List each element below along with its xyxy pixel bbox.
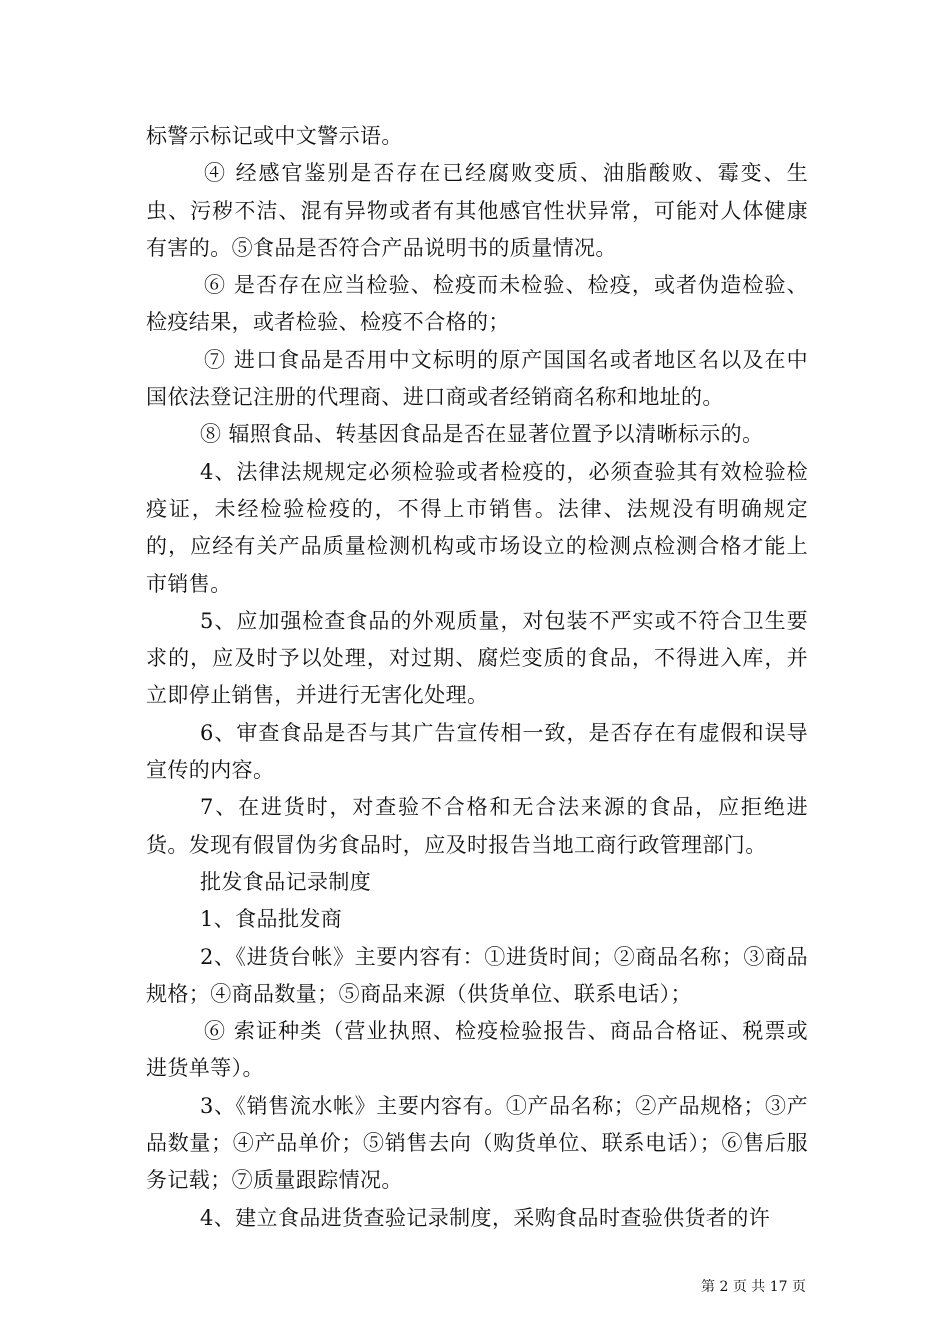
paragraph-13: ⑥ 索证种类（营业执照、检疫检验报告、商品合格证、税票或进货单等）。	[146, 1019, 808, 1081]
paragraph-3: ⑥ 是否存在应当检验、检疫而未检验、检疫，或者伪造检验、检疫结果，或者检验、检疫不合格的；	[146, 273, 808, 335]
paragraph-6: 4、法律法规规定必须检验或者检疫的，必须查验其有效检验检疫证，未经检验检疫的，不得上市销售。法律、法规没有明确规定的，应经有关产品质量检测机构或市场设立的检测点检测合格才能上市销售。	[146, 459, 808, 596]
section-heading: 批发食品记录制度	[200, 869, 372, 894]
paragraph-9: 7、在进货时，对查验不合格和无合法来源的食品，应拒绝进货。发现有假冒伪劣食品时，应及时报告当地工商行政管理部门。	[146, 795, 808, 857]
paragraph-12: 2、《进货台帐》主要内容有：①进货时间；②商品名称；③商品规格；④商品数量；⑤商品来源（供货单位、联系电话）；	[146, 944, 808, 1006]
paragraph-14: 3、《销售流水帐》主要内容有。①产品名称；②产品规格；③产品数量；④产品单价；⑤销售去向（购货单位、联系电话）；⑥售后服务记载；⑦质量跟踪情况。	[146, 1093, 808, 1193]
paragraph-11: 1、食品批发商	[200, 907, 343, 932]
paragraph-2: ④ 经感官鉴别是否存在已经腐败变质、油脂酸败、霉变、生虫、污秽不洁、混有异物或者有其他感官性状异常，可能对人体健康有害的。⑤食品是否符合产品说明书的质量情况。	[146, 161, 808, 260]
paragraph-5: ⑧ 辐照食品、转基因食品是否在显著位置予以清晰标示的。	[200, 422, 764, 447]
paragraph-15: 4、建立食品进货查验记录制度，采购食品时查验供货者的许	[200, 1205, 771, 1230]
paragraph-1: 标警示标记或中文警示语。	[146, 124, 403, 148]
page-number: 第 2 页 共 17 页	[701, 1279, 806, 1295]
document-body	[146, 118, 808, 1237]
paragraph-8: 6、审查食品是否与其广告宣传相一致，是否存在有虚假和误导宣传的内容。	[146, 720, 808, 783]
paragraph-7: 5、应加强检查食品的外观质量，对包装不严实或不符合卫生要求的，应及时予以处理，对过期、腐烂变质的食品，不得进入库，并立即停止销售，并进行无害化处理。	[146, 608, 808, 708]
paragraph-4: ⑦ 进口食品是否用中文标明的原产国国名或者地区名以及在中国依法登记注册的代理商、进口商或者经销商名称和地址的。	[146, 347, 808, 410]
